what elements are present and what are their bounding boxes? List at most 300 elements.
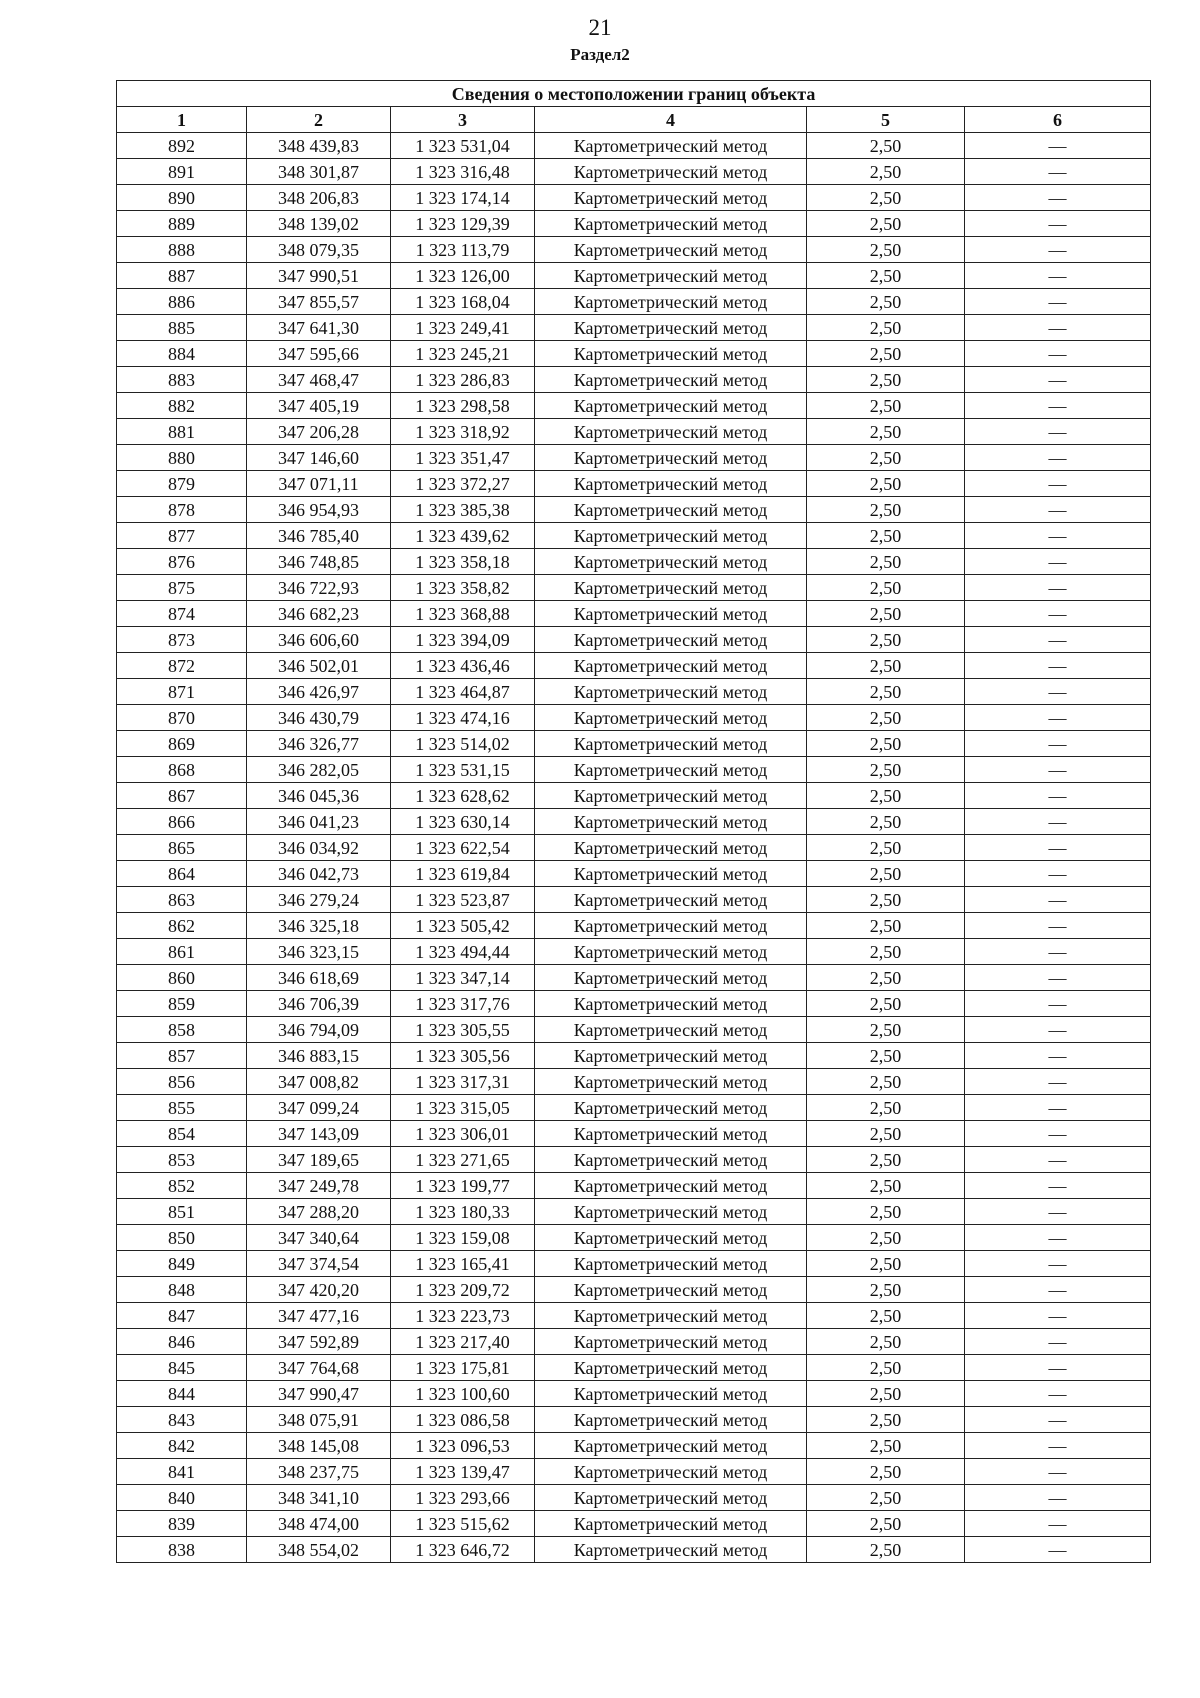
y-coordinate: 1 323 531,15: [391, 757, 535, 783]
description-value: —: [965, 809, 1151, 835]
accuracy-value: 2,50: [807, 705, 965, 731]
table-row: [117, 1511, 1151, 1537]
table-row: [117, 731, 1151, 757]
point-number: 888: [117, 237, 247, 263]
description-value: —: [965, 991, 1151, 1017]
y-coordinate: 1 323 271,65: [391, 1147, 535, 1173]
point-number: 853: [117, 1147, 247, 1173]
accuracy-value: 2,50: [807, 133, 965, 159]
determination-method: Картометрический метод: [535, 1329, 807, 1355]
x-coordinate: 347 374,54: [247, 1251, 391, 1277]
x-coordinate: 347 143,09: [247, 1121, 391, 1147]
column-number: 2: [247, 107, 391, 133]
table-caption-row: [117, 81, 1151, 107]
table-row: [117, 1043, 1151, 1069]
y-coordinate: 1 323 316,48: [391, 159, 535, 185]
x-coordinate: 346 041,23: [247, 809, 391, 835]
y-coordinate: 1 323 439,62: [391, 523, 535, 549]
x-coordinate: 348 474,00: [247, 1511, 391, 1537]
point-number: 876: [117, 549, 247, 575]
accuracy-value: 2,50: [807, 1043, 965, 1069]
determination-method: Картометрический метод: [535, 835, 807, 861]
y-coordinate: 1 323 217,40: [391, 1329, 535, 1355]
table-row: [117, 393, 1151, 419]
x-coordinate: 347 008,82: [247, 1069, 391, 1095]
y-coordinate: 1 323 514,02: [391, 731, 535, 757]
determination-method: Картометрический метод: [535, 809, 807, 835]
accuracy-value: 2,50: [807, 419, 965, 445]
y-coordinate: 1 323 317,31: [391, 1069, 535, 1095]
y-coordinate: 1 323 305,55: [391, 1017, 535, 1043]
x-coordinate: 346 326,77: [247, 731, 391, 757]
description-value: —: [965, 289, 1151, 315]
table-row: [117, 263, 1151, 289]
description-value: —: [965, 887, 1151, 913]
x-coordinate: 347 420,20: [247, 1277, 391, 1303]
point-number: 849: [117, 1251, 247, 1277]
table-row: [117, 1147, 1151, 1173]
accuracy-value: 2,50: [807, 861, 965, 887]
y-coordinate: 1 323 515,62: [391, 1511, 535, 1537]
description-value: —: [965, 367, 1151, 393]
point-number: 875: [117, 575, 247, 601]
y-coordinate: 1 323 523,87: [391, 887, 535, 913]
determination-method: Картометрический метод: [535, 471, 807, 497]
x-coordinate: 346 279,24: [247, 887, 391, 913]
description-value: —: [965, 159, 1151, 185]
accuracy-value: 2,50: [807, 159, 965, 185]
table-row: [117, 679, 1151, 705]
point-number: 855: [117, 1095, 247, 1121]
accuracy-value: 2,50: [807, 1277, 965, 1303]
accuracy-value: 2,50: [807, 1251, 965, 1277]
y-coordinate: 1 323 318,92: [391, 419, 535, 445]
determination-method: Картометрический метод: [535, 861, 807, 887]
x-coordinate: 346 722,93: [247, 575, 391, 601]
point-number: 871: [117, 679, 247, 705]
column-number: 3: [391, 107, 535, 133]
determination-method: Картометрический метод: [535, 1433, 807, 1459]
y-coordinate: 1 323 317,76: [391, 991, 535, 1017]
table-row: [117, 653, 1151, 679]
description-value: —: [965, 1173, 1151, 1199]
point-number: 864: [117, 861, 247, 887]
x-coordinate: 348 145,08: [247, 1433, 391, 1459]
y-coordinate: 1 323 358,82: [391, 575, 535, 601]
determination-method: Картометрический метод: [535, 575, 807, 601]
x-coordinate: 346 042,73: [247, 861, 391, 887]
point-number: 840: [117, 1485, 247, 1511]
description-value: —: [965, 1407, 1151, 1433]
accuracy-value: 2,50: [807, 471, 965, 497]
determination-method: Картометрический метод: [535, 1511, 807, 1537]
x-coordinate: 347 468,47: [247, 367, 391, 393]
determination-method: Картометрический метод: [535, 887, 807, 913]
accuracy-value: 2,50: [807, 211, 965, 237]
determination-method: Картометрический метод: [535, 653, 807, 679]
x-coordinate: 348 206,83: [247, 185, 391, 211]
table-row: [117, 705, 1151, 731]
table-row: [117, 185, 1151, 211]
description-value: —: [965, 237, 1151, 263]
accuracy-value: 2,50: [807, 991, 965, 1017]
description-value: —: [965, 445, 1151, 471]
table-row: [117, 939, 1151, 965]
description-value: —: [965, 1017, 1151, 1043]
table-row: [117, 887, 1151, 913]
table-row: [117, 1251, 1151, 1277]
accuracy-value: 2,50: [807, 367, 965, 393]
y-coordinate: 1 323 315,05: [391, 1095, 535, 1121]
x-coordinate: 347 990,51: [247, 263, 391, 289]
table-row: [117, 1303, 1151, 1329]
description-value: —: [965, 575, 1151, 601]
accuracy-value: 2,50: [807, 185, 965, 211]
point-number: 838: [117, 1537, 247, 1563]
x-coordinate: 348 139,02: [247, 211, 391, 237]
determination-method: Картометрический метод: [535, 1459, 807, 1485]
table-row: [117, 367, 1151, 393]
y-coordinate: 1 323 096,53: [391, 1433, 535, 1459]
x-coordinate: 346 426,97: [247, 679, 391, 705]
accuracy-value: 2,50: [807, 1225, 965, 1251]
x-coordinate: 346 325,18: [247, 913, 391, 939]
point-number: 844: [117, 1381, 247, 1407]
x-coordinate: 347 189,65: [247, 1147, 391, 1173]
table-row: [117, 523, 1151, 549]
description-value: —: [965, 1225, 1151, 1251]
table-row: [117, 341, 1151, 367]
determination-method: Картометрический метод: [535, 1017, 807, 1043]
page-number: 21: [588, 15, 612, 40]
x-coordinate: 347 146,60: [247, 445, 391, 471]
description-value: —: [965, 1537, 1151, 1563]
y-coordinate: 1 323 358,18: [391, 549, 535, 575]
y-coordinate: 1 323 180,33: [391, 1199, 535, 1225]
accuracy-value: 2,50: [807, 1511, 965, 1537]
x-coordinate: 346 045,36: [247, 783, 391, 809]
determination-method: Картометрический метод: [535, 1121, 807, 1147]
y-coordinate: 1 323 394,09: [391, 627, 535, 653]
accuracy-value: 2,50: [807, 289, 965, 315]
accuracy-value: 2,50: [807, 1459, 965, 1485]
x-coordinate: 347 071,11: [247, 471, 391, 497]
x-coordinate: 347 249,78: [247, 1173, 391, 1199]
accuracy-value: 2,50: [807, 263, 965, 289]
determination-method: Картометрический метод: [535, 211, 807, 237]
description-value: —: [965, 939, 1151, 965]
x-coordinate: 348 439,83: [247, 133, 391, 159]
accuracy-value: 2,50: [807, 1355, 965, 1381]
accuracy-value: 2,50: [807, 341, 965, 367]
accuracy-value: 2,50: [807, 1069, 965, 1095]
accuracy-value: 2,50: [807, 887, 965, 913]
y-coordinate: 1 323 168,04: [391, 289, 535, 315]
accuracy-value: 2,50: [807, 575, 965, 601]
description-value: —: [965, 1303, 1151, 1329]
accuracy-value: 2,50: [807, 237, 965, 263]
x-coordinate: 347 990,47: [247, 1381, 391, 1407]
description-value: —: [965, 1043, 1151, 1069]
determination-method: Картометрический метод: [535, 1147, 807, 1173]
determination-method: Картометрический метод: [535, 341, 807, 367]
determination-method: Картометрический метод: [535, 1303, 807, 1329]
determination-method: Картометрический метод: [535, 393, 807, 419]
point-number: 881: [117, 419, 247, 445]
determination-method: Картометрический метод: [535, 1095, 807, 1121]
x-coordinate: 346 502,01: [247, 653, 391, 679]
determination-method: Картометрический метод: [535, 185, 807, 211]
accuracy-value: 2,50: [807, 549, 965, 575]
x-coordinate: 347 340,64: [247, 1225, 391, 1251]
x-coordinate: 348 079,35: [247, 237, 391, 263]
accuracy-value: 2,50: [807, 913, 965, 939]
table-row: [117, 809, 1151, 835]
determination-method: Картометрический метод: [535, 1277, 807, 1303]
determination-method: Картометрический метод: [535, 263, 807, 289]
description-value: —: [965, 419, 1151, 445]
y-coordinate: 1 323 100,60: [391, 1381, 535, 1407]
y-coordinate: 1 323 249,41: [391, 315, 535, 341]
description-value: —: [965, 133, 1151, 159]
description-value: —: [965, 341, 1151, 367]
point-number: 856: [117, 1069, 247, 1095]
point-number: 845: [117, 1355, 247, 1381]
table-row: [117, 133, 1151, 159]
y-coordinate: 1 323 619,84: [391, 861, 535, 887]
y-coordinate: 1 323 474,16: [391, 705, 535, 731]
table-row: [117, 1225, 1151, 1251]
point-number: 883: [117, 367, 247, 393]
table-row: [117, 1017, 1151, 1043]
point-number: 858: [117, 1017, 247, 1043]
description-value: —: [965, 523, 1151, 549]
y-coordinate: 1 323 139,47: [391, 1459, 535, 1485]
x-coordinate: 348 237,75: [247, 1459, 391, 1485]
y-coordinate: 1 323 199,77: [391, 1173, 535, 1199]
x-coordinate: 346 282,05: [247, 757, 391, 783]
table-row: [117, 159, 1151, 185]
determination-method: Картометрический метод: [535, 523, 807, 549]
y-coordinate: 1 323 646,72: [391, 1537, 535, 1563]
determination-method: Картометрический метод: [535, 783, 807, 809]
determination-method: Картометрический метод: [535, 705, 807, 731]
x-coordinate: 346 883,15: [247, 1043, 391, 1069]
accuracy-value: 2,50: [807, 1433, 965, 1459]
table-row: [117, 1407, 1151, 1433]
determination-method: Картометрический метод: [535, 913, 807, 939]
section-title: Раздел2: [570, 45, 630, 64]
description-value: —: [965, 783, 1151, 809]
accuracy-value: 2,50: [807, 1173, 965, 1199]
description-value: —: [965, 1381, 1151, 1407]
accuracy-value: 2,50: [807, 809, 965, 835]
x-coordinate: 346 606,60: [247, 627, 391, 653]
y-coordinate: 1 323 175,81: [391, 1355, 535, 1381]
table-row: [117, 237, 1151, 263]
point-number: 873: [117, 627, 247, 653]
description-value: —: [965, 757, 1151, 783]
y-coordinate: 1 323 628,62: [391, 783, 535, 809]
description-value: —: [965, 1251, 1151, 1277]
table-row: [117, 315, 1151, 341]
column-number: 5: [807, 107, 965, 133]
point-number: 866: [117, 809, 247, 835]
x-coordinate: 347 764,68: [247, 1355, 391, 1381]
accuracy-value: 2,50: [807, 679, 965, 705]
x-coordinate: 346 618,69: [247, 965, 391, 991]
table-row: [117, 835, 1151, 861]
table-row: [117, 419, 1151, 445]
description-value: —: [965, 185, 1151, 211]
accuracy-value: 2,50: [807, 1199, 965, 1225]
description-value: —: [965, 1329, 1151, 1355]
determination-method: Картометрический метод: [535, 367, 807, 393]
determination-method: Картометрический метод: [535, 757, 807, 783]
x-coordinate: 346 794,09: [247, 1017, 391, 1043]
determination-method: Картометрический метод: [535, 1043, 807, 1069]
y-coordinate: 1 323 505,42: [391, 913, 535, 939]
column-number: 1: [117, 107, 247, 133]
y-coordinate: 1 323 298,58: [391, 393, 535, 419]
accuracy-value: 2,50: [807, 1121, 965, 1147]
point-number: 880: [117, 445, 247, 471]
point-number: 891: [117, 159, 247, 185]
determination-method: Картометрический метод: [535, 1069, 807, 1095]
point-number: 850: [117, 1225, 247, 1251]
x-coordinate: 347 477,16: [247, 1303, 391, 1329]
description-value: —: [965, 601, 1151, 627]
accuracy-value: 2,50: [807, 1095, 965, 1121]
x-coordinate: 348 301,87: [247, 159, 391, 185]
determination-method: Картометрический метод: [535, 549, 807, 575]
description-value: —: [965, 1069, 1151, 1095]
determination-method: Картометрический метод: [535, 1251, 807, 1277]
determination-method: Картометрический метод: [535, 1355, 807, 1381]
point-number: 887: [117, 263, 247, 289]
accuracy-value: 2,50: [807, 1485, 965, 1511]
accuracy-value: 2,50: [807, 1329, 965, 1355]
y-coordinate: 1 323 385,38: [391, 497, 535, 523]
table-row: [117, 289, 1151, 315]
description-value: —: [965, 861, 1151, 887]
y-coordinate: 1 323 159,08: [391, 1225, 535, 1251]
x-coordinate: 347 641,30: [247, 315, 391, 341]
description-value: —: [965, 315, 1151, 341]
description-value: —: [965, 471, 1151, 497]
point-number: 854: [117, 1121, 247, 1147]
table-row: [117, 1537, 1151, 1563]
determination-method: Картометрический метод: [535, 1199, 807, 1225]
determination-method: Картометрический метод: [535, 991, 807, 1017]
determination-method: Картометрический метод: [535, 601, 807, 627]
boundary-coordinates-table: [116, 80, 1151, 1563]
point-number: 857: [117, 1043, 247, 1069]
table-row: [117, 601, 1151, 627]
y-coordinate: 1 323 347,14: [391, 965, 535, 991]
table-row: [117, 1173, 1151, 1199]
x-coordinate: 346 682,23: [247, 601, 391, 627]
y-coordinate: 1 323 494,44: [391, 939, 535, 965]
table-row: [117, 991, 1151, 1017]
point-number: 886: [117, 289, 247, 315]
x-coordinate: 348 075,91: [247, 1407, 391, 1433]
accuracy-value: 2,50: [807, 653, 965, 679]
x-coordinate: 347 592,89: [247, 1329, 391, 1355]
point-number: 867: [117, 783, 247, 809]
y-coordinate: 1 323 622,54: [391, 835, 535, 861]
x-coordinate: 347 288,20: [247, 1199, 391, 1225]
determination-method: Картометрический метод: [535, 1173, 807, 1199]
point-number: 842: [117, 1433, 247, 1459]
y-coordinate: 1 323 129,39: [391, 211, 535, 237]
point-number: 878: [117, 497, 247, 523]
table-row: [117, 471, 1151, 497]
determination-method: Картометрический метод: [535, 627, 807, 653]
table-row: [117, 497, 1151, 523]
y-coordinate: 1 323 372,27: [391, 471, 535, 497]
description-value: —: [965, 731, 1151, 757]
table-row: [117, 783, 1151, 809]
description-value: —: [965, 1147, 1151, 1173]
x-coordinate: 347 595,66: [247, 341, 391, 367]
accuracy-value: 2,50: [807, 315, 965, 341]
determination-method: Картометрический метод: [535, 445, 807, 471]
description-value: —: [965, 393, 1151, 419]
determination-method: Картометрический метод: [535, 419, 807, 445]
x-coordinate: 348 341,10: [247, 1485, 391, 1511]
table-row: [117, 549, 1151, 575]
table-row: [117, 1459, 1151, 1485]
determination-method: Картометрический метод: [535, 237, 807, 263]
table-row: [117, 913, 1151, 939]
table-row: [117, 1199, 1151, 1225]
point-number: 892: [117, 133, 247, 159]
description-value: —: [965, 1095, 1151, 1121]
x-coordinate: 346 430,79: [247, 705, 391, 731]
y-coordinate: 1 323 436,46: [391, 653, 535, 679]
table-row: [117, 211, 1151, 237]
table-row: [117, 1069, 1151, 1095]
determination-method: Картометрический метод: [535, 289, 807, 315]
determination-method: Картометрический метод: [535, 1407, 807, 1433]
determination-method: Картометрический метод: [535, 133, 807, 159]
point-number: 872: [117, 653, 247, 679]
table-row: [117, 627, 1151, 653]
point-number: 885: [117, 315, 247, 341]
point-number: 870: [117, 705, 247, 731]
description-value: —: [965, 549, 1151, 575]
table-row: [117, 1355, 1151, 1381]
table-row: [117, 1329, 1151, 1355]
table-caption: Сведения о местоположении границ объекта: [117, 81, 1151, 107]
determination-method: Картометрический метод: [535, 1225, 807, 1251]
table-row: [117, 1485, 1151, 1511]
accuracy-value: 2,50: [807, 783, 965, 809]
y-coordinate: 1 323 286,83: [391, 367, 535, 393]
determination-method: Картометрический метод: [535, 497, 807, 523]
x-coordinate: 346 706,39: [247, 991, 391, 1017]
point-number: 861: [117, 939, 247, 965]
accuracy-value: 2,50: [807, 1537, 965, 1563]
y-coordinate: 1 323 223,73: [391, 1303, 535, 1329]
description-value: —: [965, 913, 1151, 939]
determination-method: Картометрический метод: [535, 1485, 807, 1511]
y-coordinate: 1 323 209,72: [391, 1277, 535, 1303]
description-value: —: [965, 211, 1151, 237]
y-coordinate: 1 323 126,00: [391, 263, 535, 289]
accuracy-value: 2,50: [807, 445, 965, 471]
